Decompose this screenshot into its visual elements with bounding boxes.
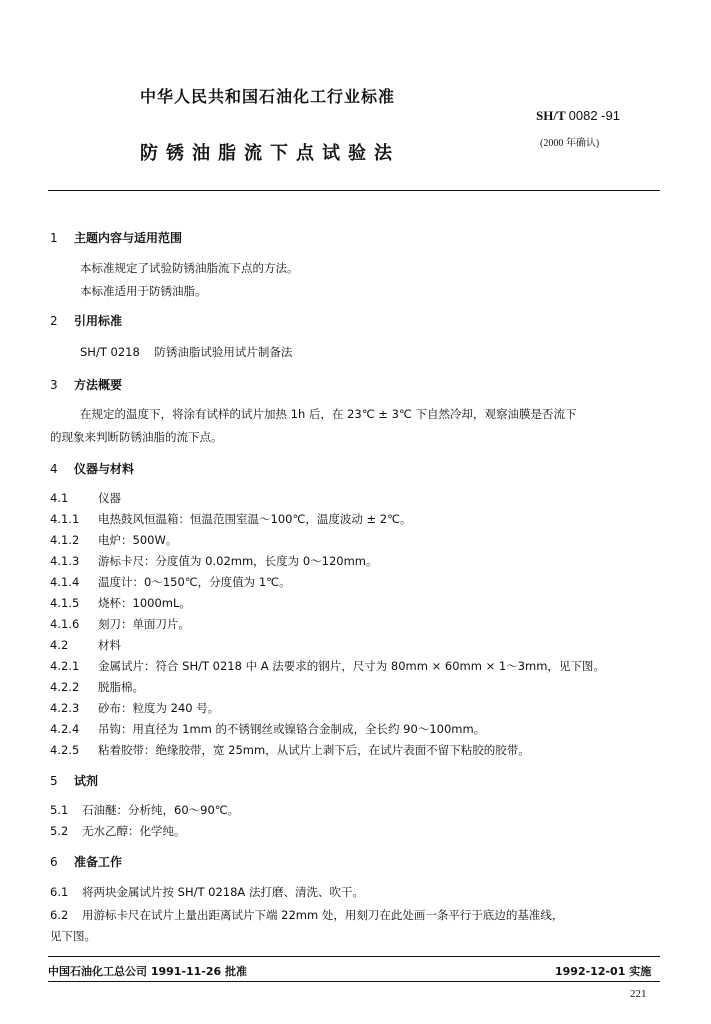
section-3-heading: 3 方法概要 bbox=[50, 378, 123, 392]
list-item: 4.2.4 吊钩：用直径为 1mm 的不锈钢丝或镍铬合金制成，全长约 90～100mm。 bbox=[50, 722, 486, 736]
confirm-note: (2000 年确认) bbox=[540, 138, 600, 149]
section-5-heading: 5 试剂 bbox=[50, 774, 99, 788]
footer-rule bbox=[48, 956, 660, 957]
section-4-heading: 4 仪器与材料 bbox=[50, 462, 135, 476]
list-item: 4.2 材料 bbox=[50, 638, 121, 652]
list-item: 4.1 仪器 bbox=[50, 491, 121, 505]
code-prefix: SH/T bbox=[536, 108, 566, 123]
list-item: 4.2.5 粘着胶带：绝缘胶带，宽 25mm，从试片上剥下后，在试片表面不留下粘胶的胶带。 bbox=[50, 743, 530, 757]
section-6-heading: 6 准备工作 bbox=[50, 855, 123, 869]
section-1-heading: 1 主题内容与适用范围 bbox=[50, 231, 183, 245]
footer-bottom-rule bbox=[48, 981, 660, 982]
section-1-para-2: 本标准适用于防锈油脂。 bbox=[80, 284, 207, 298]
section-1-para-1: 本标准规定了试验防锈油脂流下点的方法。 bbox=[80, 261, 299, 275]
section-3-para-line-2: 的现象来判断防锈油脂的流下点。 bbox=[50, 430, 223, 444]
section-2-heading: 2 引用标准 bbox=[50, 314, 123, 328]
header-rule bbox=[48, 190, 660, 191]
list-item: 6.2 用游标卡尺在试片上量出距离试片下端 22mm 处，用刻刀在此处画一条平行于底边的基准线， bbox=[50, 908, 564, 922]
list-item: 4.2.2 脱脂棉。 bbox=[50, 680, 144, 694]
document-title: 防锈油脂流下点试验法 bbox=[140, 143, 400, 164]
section-6-continuation: 见下图。 bbox=[50, 929, 96, 943]
list-item: 4.2.1 金属试片：符合 SH/T 0218 中 A 法要求的钢片，尺寸为 80mm × 60mm × 1～3mm，见下图。 bbox=[50, 659, 605, 673]
list-item: 4.1.5 烧杯：1000mL。 bbox=[50, 596, 191, 610]
standard-code bbox=[536, 108, 620, 124]
list-item: 4.1.1 电热鼓风恒温箱：恒温范围室温～100℃，温度波动 ± 2℃。 bbox=[50, 512, 412, 526]
list-item: 5.1 石油醚：分析纯，60～90℃。 bbox=[50, 803, 240, 817]
code-number: 0082 -91 bbox=[568, 108, 620, 123]
list-item: 4.2.3 砂布：粒度为 240 号。 bbox=[50, 701, 220, 715]
list-item: 4.1.4 温度计：0～150℃，分度值为 1℃。 bbox=[50, 575, 291, 589]
section-3-para-line-1: 在规定的温度下，将涂有试样的试片加热 1h 后，在 23℃ ± 3℃ 下自然冷却，观察油膜是否流下 bbox=[80, 407, 577, 421]
list-item: 6.1 将两块金属试片按 SH/T 0218A 法打磨、清洗、吹干。 bbox=[50, 885, 364, 899]
issuer-title: 中华人民共和国石油化工行业标准 bbox=[140, 87, 396, 106]
page-number: 221 bbox=[630, 988, 647, 1000]
implementation-note: 1992-12-01 实施 bbox=[555, 965, 652, 978]
list-item: 5.2 无水乙醇：化学纯。 bbox=[50, 824, 186, 838]
list-item: 4.1.6 刻刀：单面刀片。 bbox=[50, 617, 190, 631]
approval-note: 中国石油化工总公司 1991-11-26 批准 bbox=[48, 965, 248, 978]
list-item: 4.1.3 游标卡尺：分度值为 0.02mm，长度为 0～120mm。 bbox=[50, 554, 378, 568]
list-item: 4.1.2 电炉：500W。 bbox=[50, 533, 178, 547]
section-2-reference: SH/T 0218 防锈油脂试验用试片制备法 bbox=[80, 345, 293, 359]
